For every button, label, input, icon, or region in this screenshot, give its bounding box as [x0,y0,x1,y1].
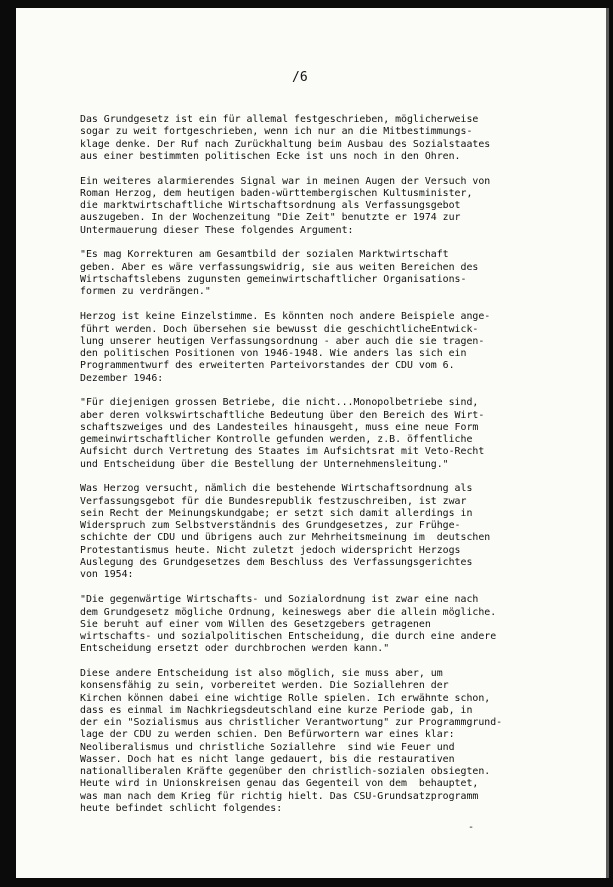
text-line: führt werden. Doch übersehen sie bewusst die geschichtlicheEntwick- [80,323,479,335]
text-line: Widerspruch zum Selbstverständnis des Grundgesetzes, zur Frühge- [80,520,461,531]
text-line: Wirtschaftslebens zugunsten gemeinwirtschaftlicher Organisations- [80,273,467,285]
paragraph [80,311,606,385]
text-line: Herzog ist keine Einzelstimme. Es könnten noch andere Beispiele ange- [80,311,491,323]
page-number: /6 [292,70,308,85]
text-line: die marktwirtschaftliche Wirtschaftsordnung als Verfassungsgebot [80,200,461,211]
text-line: "Es mag Korrekturen am Gesamtbild der sozialen Marktwirtschaft [80,249,449,261]
text-line: aus einer bestimmten politischen Ecke ist uns noch in den Ohren. [80,150,461,162]
text-line: sogar zu weit fortgeschrieben, wenn ich nur an die Mitbestimmungs- [80,126,473,138]
text-line: geben. Aber es wäre verfassungswidrig, sie aus weiten Bereichen des [80,261,479,273]
text-line: Dezember 1946: [80,372,164,384]
stray-mark: - [468,822,475,833]
paragraph [80,114,606,163]
text-line: Neoliberalismus und christliche Soziallehre sind wie Feuer und [80,741,455,753]
text-line: und Entscheidung über die Bestellung der Unternehmensleitung." [80,458,449,470]
paragraph [80,668,606,815]
paragraph [80,594,606,655]
text-line: aber deren volkswirtschaftliche Bedeutung über den Bereich des Wirt- [80,409,485,421]
text-line: Wasser. Doch hat es nicht lange gedauert, bis die restaurativen [80,753,455,765]
text-line: Protestantismus heute. Nicht zuletzt jedoch widerspricht Herzogs [80,544,461,556]
text-line: sein Recht der Meinungskundgabe; er setzt sich damit allerdings in [80,507,473,519]
text-line: nationalliberalen Kräfte gegenüber den christlich-sozialen obsiegten. [80,766,491,777]
paragraph [80,176,606,237]
text-line: heute befindet schlicht folgendes: [80,802,283,814]
paragraph [80,249,606,298]
text-line: Heute wird in Unionskreisen genau das Gegenteil von dem behauptet, [80,778,479,790]
text-line: Diese andere Entscheidung ist also möglich, sie muss aber, um [80,668,443,679]
text-line: lage der CDU zu werden schien. Den Befürwortern war eines klar: [80,729,455,741]
text-line: Programmentwurf des erweiterten Parteivorstandes der CDU vom 6. [80,360,455,372]
document-body [80,114,606,815]
paragraph [80,483,606,581]
text-line: "Die gegenwärtige Wirtschafts- und Sozialordnung ist zwar eine nach [80,594,479,606]
text-line: wirtschafts- und sozialpolitischen Entscheidung, die durch eine andere [80,631,497,642]
document-page [16,8,609,878]
text-line: Auslegung des Grundgesetzes dem Beschluss des Verfassungsgerichtes [80,556,473,568]
text-line: was man nach dem Krieg für richtig hielt. Das CSU-Grundsatzprogramm [80,790,479,802]
text-line: Verfassungsgebot für die Bundesrepublik festzuschreiben, ist zwar [80,495,467,507]
text-line: Untermauerung dieser These folgendes Argument: [80,224,354,236]
text-line: Roman Herzog, dem heutigen baden-württembergischen Kultusminister, [80,187,473,199]
text-line: Ein weiteres alarmierendes Signal war in meinen Augen der Versuch von [80,175,491,187]
text-line: Kirchen können dabei eine wichtige Rolle spielen. Ich erwähnte schon, [80,692,491,704]
text-line: "Für diejenigen grossen Betriebe, die nicht...Monopolbetriebe sind, [80,397,479,409]
text-line: Entscheidung ersetzt oder durchbrochen werden kann." [80,643,390,655]
text-line: Was Herzog versucht, nämlich die bestehende Wirtschaftsordnung als [80,483,473,495]
text-line: schaftszweiges und des Landesteiles hinausgeht, muss eine neue Form [80,421,479,433]
text-line: dass es einmal im Nachkriegsdeutschland eine kurze Periode gab, in [80,704,473,716]
text-line: dem Grundgesetz mögliche Ordnung, keineswegs aber die allein mögliche. [80,606,497,618]
text-line: der ein "Sozialismus aus christlicher Verantwortung" zur Programmgrund- [80,717,503,728]
text-line: gemeinwirtschaftlicher Kontrolle gefunden werden, z.B. öffentliche [80,434,473,445]
text-line: auszugeben. In der Wochenzeitung "Die Zeit" benutzte er 1974 zur [80,212,461,224]
text-line: schichte der CDU und übrigens auch zur Mehrheitsmeinung im deutschen [80,532,491,544]
text-line: lung unserer heutigen Verfassungsordnung - aber auch die sie tragen- [80,335,485,347]
paragraph [80,397,606,471]
text-line: klage denke. Der Ruf nach Zurückhaltung beim Ausbau des Sozialstaates [80,138,491,150]
text-line: den politischen Positionen von 1946-1948. Wie anders las sich ein [80,348,467,359]
text-line: konsensfähig zu sein, vorbereitet werden. Die Soziallehren der [80,680,449,692]
text-line: Sie beruht auf einer vom Willen des Gesetzgebers getragenen [80,618,431,630]
text-line: formen zu verdrängen." [80,286,211,297]
text-line: Das Grundgesetz ist ein für allemal festgeschrieben, möglicherweise [80,114,479,125]
text-line: von 1954: [80,569,134,580]
text-line: Aufsicht durch Vertretung des Staates im Aufsichtsrat mit Veto-Recht [80,446,485,458]
